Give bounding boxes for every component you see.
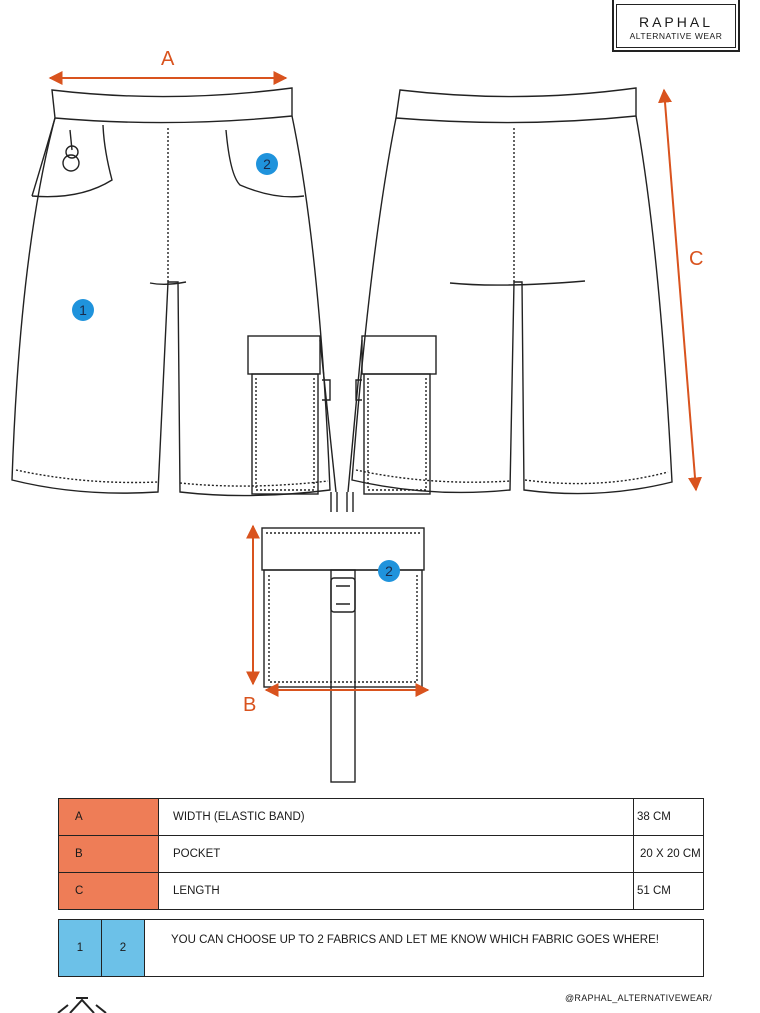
spec-key: C (59, 873, 159, 910)
fabric-note-text: YOU CAN CHOOSE UP TO 2 FABRICS AND LET ME KNOW WHICH FABRIC GOES WHERE! (171, 934, 659, 946)
table-row (59, 873, 704, 910)
brand-name: RAPHAL (638, 14, 714, 30)
footer-logo-icon (56, 996, 108, 1013)
pocket-detail (262, 528, 424, 782)
spec-label: POCKET (159, 836, 634, 873)
spec-label: LENGTH (159, 873, 634, 910)
spec-value: 20 X 20 CM (634, 836, 704, 873)
table-row (59, 799, 704, 836)
fabric-2-swatch: 2 (102, 920, 145, 976)
spec-value: 38 CM (634, 799, 704, 836)
dimension-a-label: A (161, 48, 175, 70)
shorts-back-view (347, 88, 672, 512)
fabric-2-badge-cargo: 2 (378, 560, 400, 582)
spec-value: 51 CM (634, 873, 704, 910)
fabric-note (58, 919, 704, 977)
spec-table (58, 798, 704, 910)
fabric-1-badge-body: 1 (72, 299, 94, 321)
spec-key: B (59, 836, 159, 873)
table-row (59, 836, 704, 873)
spec-label: WIDTH (ELASTIC BAND) (159, 799, 634, 836)
shorts-front-view (12, 88, 337, 512)
brand-tagline: ALTERNATIVE WEAR (629, 31, 723, 41)
dimension-b-label: B (243, 694, 257, 716)
spec-key: A (59, 799, 159, 836)
fabric-1-swatch: 1 (59, 920, 102, 976)
dimension-c-label: C (689, 248, 704, 270)
footer-social-handle: @RAPHAL_ALTERNATIVEWEAR/ (565, 993, 713, 1003)
fabric-2-badge-pocket: 2 (256, 153, 278, 175)
